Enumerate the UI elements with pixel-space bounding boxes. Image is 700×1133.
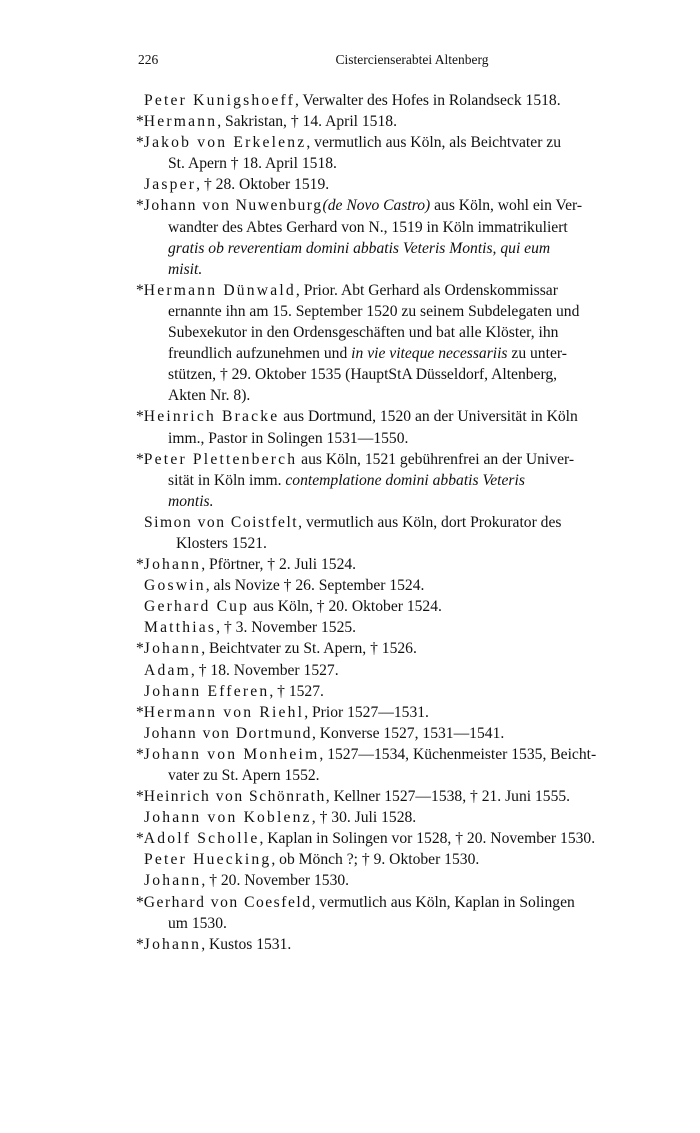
entry-first-line: [136, 195, 686, 216]
register-entry: [144, 617, 686, 638]
register-entry: [144, 90, 686, 111]
person-name: Johann Efferen: [144, 682, 270, 700]
entry-text: stützen, † 29. Oktober 1535 (HauptStA Düsseldorf, Altenberg,: [168, 366, 558, 384]
entry-text: , † 3. November 1525.: [216, 619, 357, 637]
person-name: Hermann von Riehl: [143, 703, 305, 721]
register-entry: [136, 406, 686, 448]
entry-text: , Sakristan, † 14. April 1518.: [217, 113, 397, 131]
entry-text: , † 1527.: [269, 682, 324, 700]
person-name: Johann: [144, 872, 202, 890]
person-name: Peter Huecking: [144, 851, 272, 869]
asterisk-marker: *: [136, 745, 144, 763]
asterisk-marker: *: [136, 935, 144, 953]
register-entry: [144, 849, 686, 870]
register-entry: [144, 660, 686, 681]
person-name: Jasper: [144, 176, 197, 194]
entry-first-line: [144, 174, 686, 195]
register-entry: [136, 111, 686, 132]
entry-text: [168, 261, 202, 278]
register-entry: [136, 449, 686, 512]
person-name: Johann: [143, 640, 202, 658]
entry-first-line: [144, 596, 686, 617]
entry-text: Subexekutor in den Ordensgeschäften und bat alle Klöster, ihn: [168, 324, 559, 342]
latin-phrase: montis.: [168, 492, 214, 510]
register-entry: [136, 280, 686, 407]
register-entry: [144, 575, 686, 596]
entry-first-line: [136, 934, 686, 955]
entry-text: imm., Pastor in Solingen 1531—1550.: [168, 429, 409, 447]
running-title: Cistercienserabtei Altenberg: [335, 52, 489, 67]
latin-name: (de Novo Castro): [322, 197, 431, 215]
register-entry: [136, 786, 686, 807]
person-name: Heinrich Bracke: [143, 408, 280, 426]
entry-text: , ob Mönch ?; † 9. Oktober 1530.: [271, 851, 480, 869]
entry-text: , † 28. Oktober 1519.: [196, 176, 330, 194]
entry-first-line: [144, 849, 686, 870]
entry-text: , vermutlich aus Köln, Kaplan in Solingen: [311, 893, 575, 911]
entry-continuation-line: [136, 238, 686, 259]
person-name: Gerhard Cup: [144, 598, 250, 616]
entry-continuation-line: [144, 533, 686, 554]
entry-first-line: [136, 132, 686, 153]
entry-first-line: [136, 828, 686, 849]
register-entry: [136, 195, 686, 279]
entry-first-line: [136, 744, 686, 765]
entry-first-line: [136, 449, 686, 470]
person-name: Peter Kunigshoeff: [144, 92, 296, 109]
person-name: Matthias: [144, 619, 217, 637]
person-name: Hermann Dünwald: [143, 281, 296, 299]
entry-text: , vermutlich aus Köln, als Beichtvater zu: [306, 134, 561, 152]
register-entry: [136, 554, 686, 575]
entry-text: , als Novize † 26. September 1524.: [205, 577, 425, 595]
entry-text: , Prior. Abt Gerhard als Ordenskommissar: [295, 281, 558, 299]
entry-continuation-line: [136, 343, 686, 364]
person-name: Hermann: [143, 113, 218, 131]
entry-first-line: [144, 90, 686, 111]
entry-first-line: [136, 892, 686, 913]
entry-continuation-line: [136, 322, 686, 343]
register-entry: [144, 512, 686, 554]
entry-continuation-line: [136, 364, 686, 385]
latin-phrase: in vie viteque necessariis: [351, 345, 508, 363]
person-name: Peter Plettenberch: [143, 450, 298, 468]
entry-text: wandter des Abtes Gerhard von N., 1519 in Köln immatrikuliert: [168, 218, 568, 236]
entry-list: [136, 90, 686, 955]
person-name: Johann: [143, 556, 202, 574]
person-name: Jakob von Erkelenz: [143, 134, 307, 152]
asterisk-marker: *: [136, 830, 144, 848]
entry-text: , 1527—1534, Küchenmeister 1535, Beicht-: [319, 745, 597, 763]
entry-first-line: [144, 617, 686, 638]
asterisk-marker: *: [136, 893, 144, 911]
asterisk-marker: *: [136, 788, 144, 806]
entry-first-line: [136, 702, 686, 723]
register-entry: [136, 892, 686, 934]
entry-text: , Prior 1527—1531.: [304, 703, 429, 721]
person-name: Johann von Nuwenburg: [143, 197, 323, 215]
register-entry: [136, 638, 686, 659]
entry-text: St. Apern † 18. April 1518.: [168, 155, 337, 173]
entry-continuation-line: [136, 301, 686, 322]
entry-first-line: [144, 660, 686, 681]
latin-phrase: contemplatione domini abbatis Veteris: [285, 471, 525, 489]
entry-continuation-line: [136, 217, 686, 238]
page-header: [138, 52, 686, 72]
entry-continuation-line: [136, 259, 686, 280]
person-name: Adolf Scholle: [143, 830, 260, 848]
entry-continuation-line: [136, 913, 686, 934]
latin-phrase: misit.: [168, 260, 203, 278]
latin-phrase: gratis ob reverentiam domini abbatis Veteris Montis, qui eum: [168, 239, 551, 257]
entry-first-line: [136, 786, 686, 807]
entry-first-line: [136, 638, 686, 659]
asterisk-marker: *: [136, 703, 144, 721]
entry-first-line: [144, 723, 686, 744]
register-entry: [144, 174, 686, 195]
entry-first-line: [144, 575, 686, 596]
register-entry: [136, 702, 686, 723]
entry-text: freundlich aufzunehmen und in vie viteque necessariis zu unter-: [168, 345, 567, 363]
entry-text: aus Köln, 1521 gebührenfrei an der Univer-: [297, 450, 575, 468]
entry-text: , † 20. November 1530.: [201, 872, 350, 890]
asterisk-marker: *: [136, 408, 144, 426]
entry-continuation-line: [136, 385, 686, 406]
page-number: 226: [138, 52, 159, 67]
entry-text: Akten Nr. 8).: [168, 387, 251, 405]
asterisk-marker: *: [136, 113, 144, 131]
entry-text: sität in Köln imm. contemplatione domini abbatis Veteris: [168, 471, 525, 489]
person-name: Heinrich von Schönrath: [143, 788, 326, 806]
register-entry: [144, 596, 686, 617]
entry-continuation-line: [136, 491, 686, 512]
entry-continuation-line: [136, 470, 686, 491]
asterisk-marker: *: [136, 197, 144, 215]
asterisk-marker: *: [136, 281, 144, 299]
entry-first-line: [144, 681, 686, 702]
register-entry: [136, 934, 686, 955]
register-entry: [144, 723, 686, 744]
entry-text: aus Köln, † 20. Oktober 1524.: [249, 598, 442, 616]
person-name: Goswin: [144, 577, 206, 595]
entry-continuation-line: [136, 765, 686, 786]
person-name: Gerhard von Coesfeld: [143, 893, 312, 911]
entry-text: , Verwalter des Hofes in Rolandseck 1518.: [295, 92, 561, 109]
register-entry: [136, 828, 686, 849]
entry-text: , Kustos 1531.: [201, 935, 292, 953]
entry-text: [168, 240, 550, 257]
entry-text: , Kellner 1527—1538, † 21. Juni 1555.: [325, 788, 571, 806]
register-entry: [144, 681, 686, 702]
person-name: Adam: [144, 661, 191, 679]
entry-text: , Konverse 1527, 1531—1541.: [311, 724, 505, 742]
person-name: Johann von Dortmund: [144, 724, 312, 742]
entry-first-line: [136, 406, 686, 427]
entry-text: vater zu St. Apern 1552.: [168, 767, 320, 784]
entry-first-line: [136, 111, 686, 132]
register-entry: [136, 744, 686, 786]
entry-continuation-line: [136, 428, 686, 449]
person-name: Johann: [143, 935, 202, 953]
asterisk-marker: *: [136, 450, 144, 468]
entry-text: , Beichtvater zu St. Apern, † 1526.: [201, 640, 417, 658]
entry-first-line: [136, 280, 686, 301]
asterisk-marker: *: [136, 640, 144, 658]
entry-text: , Kaplan in Solingen vor 1528, † 20. November 1530.: [259, 830, 596, 848]
entry-text: , † 18. November 1527.: [190, 661, 339, 679]
entry-first-line: [144, 512, 686, 533]
entry-text: Klosters 1521.: [176, 534, 267, 552]
person-name: Simon von Coistfelt: [144, 513, 299, 531]
asterisk-marker: *: [136, 556, 144, 574]
register-entry: [144, 807, 686, 828]
entry-text: , vermutlich aus Köln, dort Prokurator des: [298, 513, 562, 531]
asterisk-marker: *: [136, 134, 144, 152]
entry-first-line: [144, 870, 686, 891]
entry-text: aus Köln, wohl ein Ver-: [430, 197, 583, 215]
register-entry: [136, 132, 686, 174]
entry-first-line: [144, 807, 686, 828]
person-name: Johann von Koblenz: [144, 809, 312, 827]
entry-text: um 1530.: [168, 914, 227, 932]
entry-first-line: [136, 554, 686, 575]
entry-text: ernannte ihn am 15. September 1520 zu seinem Subdelegaten und: [168, 302, 580, 320]
entry-continuation-line: [136, 153, 686, 174]
entry-text: , Pförtner, † 2. Juli 1524.: [201, 556, 357, 574]
person-name: Johann von Monheim: [143, 745, 320, 763]
register-entry: [144, 870, 686, 891]
entry-text: aus Dortmund, 1520 an der Universität in Köln: [279, 408, 578, 426]
entry-text: , † 30. Juli 1528.: [311, 809, 417, 827]
entry-text: [168, 493, 214, 510]
